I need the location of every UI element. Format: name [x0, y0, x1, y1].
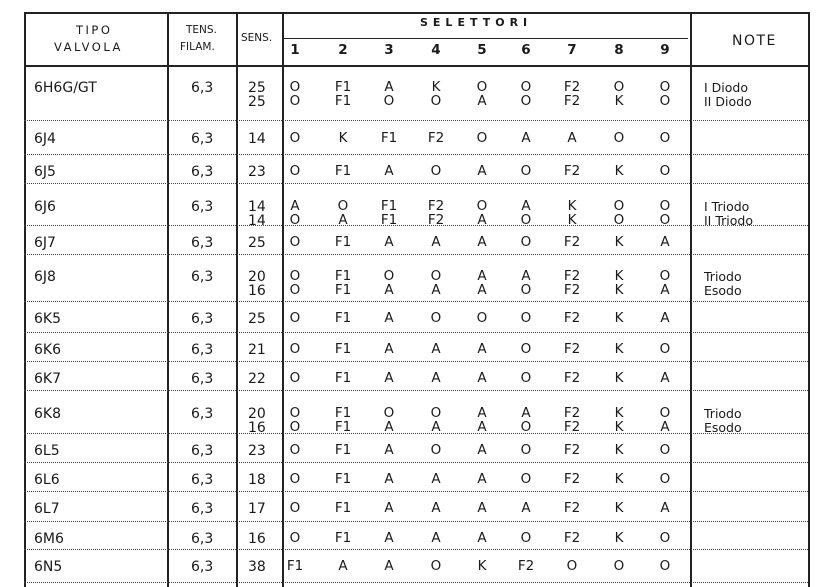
- selector-value: O: [659, 212, 671, 228]
- selector-value: O: [289, 341, 301, 357]
- selector-value: O: [476, 198, 488, 214]
- valve-type: 6M6: [34, 531, 64, 547]
- selector-value: A: [477, 234, 487, 250]
- row-note: I Triodo: [704, 199, 750, 214]
- selector-value: O: [430, 163, 442, 179]
- selector-value: O: [289, 370, 301, 386]
- selector-value: O: [289, 500, 301, 516]
- selector-value: A: [384, 471, 394, 487]
- row-separator: [24, 183, 808, 184]
- header-tens: TENS.: [186, 24, 217, 36]
- header-note: NOTE: [732, 33, 777, 49]
- selector-value: O: [289, 310, 301, 326]
- row-separator: [24, 390, 808, 391]
- filament-voltage: 6,3: [191, 472, 214, 488]
- row-note: Triodo: [704, 406, 742, 421]
- selector-value: O: [430, 442, 442, 458]
- valve-type: 6K7: [34, 371, 61, 387]
- selector-value: A: [384, 370, 394, 386]
- selector-value: A: [477, 93, 487, 109]
- selector-value: K: [614, 471, 624, 487]
- valve-type: 6J5: [34, 164, 56, 180]
- table-column-divider: [690, 12, 692, 587]
- selector-value: O: [430, 93, 442, 109]
- row-separator: [24, 332, 808, 333]
- selector-value: O: [659, 163, 671, 179]
- selector-value: F1: [334, 234, 352, 250]
- row-separator: [24, 549, 808, 550]
- selector-value: O: [520, 419, 532, 435]
- row-separator: [24, 433, 808, 434]
- selector-value: O: [430, 405, 442, 421]
- row-separator: [24, 582, 808, 583]
- selector-value: K: [614, 93, 624, 109]
- selector-value: O: [659, 442, 671, 458]
- selector-value: O: [659, 79, 671, 95]
- selector-value: A: [384, 341, 394, 357]
- selector-value: A: [477, 212, 487, 228]
- selector-value: F1: [334, 530, 352, 546]
- selector-value: O: [289, 405, 301, 421]
- sensitivity: 16: [248, 283, 266, 299]
- selector-value: O: [520, 370, 532, 386]
- filament-voltage: 6,3: [191, 371, 214, 387]
- selector-value: F2: [563, 93, 581, 109]
- selector-value: O: [289, 163, 301, 179]
- selector-value: A: [338, 212, 348, 228]
- selector-value: O: [520, 163, 532, 179]
- header-valvola: VALVOLA: [54, 40, 123, 54]
- selector-value: K: [614, 370, 624, 386]
- valve-type: 6N5: [34, 559, 63, 575]
- filament-voltage: 6,3: [191, 501, 214, 517]
- selector-value: F2: [563, 471, 581, 487]
- selector-value: O: [430, 268, 442, 284]
- selector-value: A: [521, 198, 531, 214]
- selector-value: A: [660, 234, 670, 250]
- selector-value: O: [613, 212, 625, 228]
- row-separator: [24, 361, 808, 362]
- selector-number-1: 1: [290, 42, 300, 58]
- selector-value: A: [477, 530, 487, 546]
- selector-value: K: [431, 79, 441, 95]
- selector-value: A: [338, 558, 348, 574]
- selector-value: O: [659, 405, 671, 421]
- selector-value: K: [477, 558, 487, 574]
- row-note: Triodo: [704, 269, 742, 284]
- selector-value: A: [660, 310, 670, 326]
- selector-value: O: [659, 130, 671, 146]
- selector-value: O: [520, 93, 532, 109]
- row-note: II Triodo: [704, 213, 753, 228]
- filament-voltage: 6,3: [191, 164, 214, 180]
- selector-value: F2: [563, 370, 581, 386]
- sensitivity: 21: [248, 342, 266, 358]
- selector-value: A: [431, 471, 441, 487]
- table-column-divider: [808, 12, 810, 587]
- selector-value: K: [567, 212, 577, 228]
- selector-value: A: [521, 500, 531, 516]
- selector-value: F1: [334, 442, 352, 458]
- selector-value: F2: [427, 198, 445, 214]
- selector-value: A: [477, 282, 487, 298]
- sensitivity: 16: [248, 420, 266, 436]
- sensitivity: 23: [248, 443, 266, 459]
- selector-value: F1: [380, 198, 398, 214]
- selector-value: A: [477, 163, 487, 179]
- selector-value: K: [614, 310, 624, 326]
- selector-value: O: [289, 282, 301, 298]
- selector-value: K: [614, 341, 624, 357]
- selector-value: A: [477, 370, 487, 386]
- valve-type: 6J4: [34, 131, 56, 147]
- selector-value: O: [289, 234, 301, 250]
- selector-value: F1: [334, 282, 352, 298]
- selector-value: K: [338, 130, 348, 146]
- row-separator: [24, 301, 808, 302]
- row-separator: [24, 154, 808, 155]
- selector-value: O: [613, 198, 625, 214]
- sensitivity: 20: [248, 269, 266, 285]
- selector-value: O: [289, 530, 301, 546]
- selector-value: A: [384, 530, 394, 546]
- selector-value: A: [431, 419, 441, 435]
- selector-value: O: [613, 130, 625, 146]
- valve-type: 6L5: [34, 443, 60, 459]
- selector-value: A: [477, 419, 487, 435]
- selector-value: A: [477, 405, 487, 421]
- row-note: II Diodo: [704, 94, 752, 109]
- selector-value: F1: [380, 130, 398, 146]
- sensitivity: 25: [248, 80, 266, 96]
- selector-value: F1: [286, 558, 304, 574]
- row-note: Esodo: [704, 420, 742, 435]
- valve-type: 6K8: [34, 406, 61, 422]
- filament-voltage: 6,3: [191, 443, 214, 459]
- selector-value: O: [476, 130, 488, 146]
- valve-type: 6J7: [34, 235, 56, 251]
- sensitivity: 18: [248, 472, 266, 488]
- filament-voltage: 6,3: [191, 131, 214, 147]
- selector-value: A: [660, 282, 670, 298]
- row-separator: [24, 521, 808, 522]
- sensitivity: 14: [248, 131, 266, 147]
- selector-value: A: [660, 500, 670, 516]
- selector-value: A: [384, 310, 394, 326]
- filament-voltage: 6,3: [191, 269, 214, 285]
- selector-value: A: [660, 370, 670, 386]
- row-separator: [24, 491, 808, 492]
- selector-value: F1: [334, 370, 352, 386]
- selector-value: O: [520, 282, 532, 298]
- selector-value: A: [660, 419, 670, 435]
- selector-value: K: [567, 198, 577, 214]
- sensitivity: 23: [248, 164, 266, 180]
- selector-value: F1: [334, 419, 352, 435]
- selector-value: A: [431, 530, 441, 546]
- header-selettori: SELETTORI: [420, 16, 533, 29]
- filament-voltage: 6,3: [191, 406, 214, 422]
- selector-value: O: [430, 558, 442, 574]
- selector-number-7: 7: [567, 42, 577, 58]
- selector-value: O: [289, 130, 301, 146]
- header-tipo: TIPO: [76, 23, 113, 37]
- filament-voltage: 6,3: [191, 80, 214, 96]
- selector-value: A: [567, 130, 577, 146]
- selector-value: F1: [334, 310, 352, 326]
- selector-number-9: 9: [660, 42, 670, 58]
- selector-value: A: [477, 442, 487, 458]
- selector-value: O: [520, 341, 532, 357]
- valve-type: 6L6: [34, 472, 60, 488]
- selector-value: A: [431, 234, 441, 250]
- sensitivity: 16: [248, 531, 266, 547]
- selector-number-2: 2: [338, 42, 348, 58]
- selector-value: F2: [563, 310, 581, 326]
- valve-type: 6H6G/GT: [34, 80, 97, 96]
- selector-value: F2: [563, 500, 581, 516]
- selector-value: O: [476, 310, 488, 326]
- filament-voltage: 6,3: [191, 342, 214, 358]
- selector-value: F2: [563, 234, 581, 250]
- row-separator: [24, 120, 808, 121]
- selector-value: A: [384, 79, 394, 95]
- selector-value: O: [613, 79, 625, 95]
- selector-value: A: [290, 198, 300, 214]
- row-note: I Diodo: [704, 80, 748, 95]
- selector-value: O: [289, 471, 301, 487]
- selector-value: F1: [334, 79, 352, 95]
- selector-value: A: [431, 500, 441, 516]
- selector-value: K: [614, 234, 624, 250]
- table-column-divider: [236, 12, 238, 587]
- selector-value: O: [383, 93, 395, 109]
- selector-value: F2: [563, 341, 581, 357]
- row-note: Esodo: [704, 283, 742, 298]
- selector-value: K: [614, 442, 624, 458]
- selector-value: O: [520, 442, 532, 458]
- selector-value: F1: [334, 163, 352, 179]
- selector-value: O: [520, 310, 532, 326]
- selector-value: K: [614, 405, 624, 421]
- selector-value: F2: [563, 405, 581, 421]
- selector-value: O: [337, 198, 349, 214]
- selector-value: O: [476, 79, 488, 95]
- selector-value: A: [521, 130, 531, 146]
- selector-value: O: [520, 79, 532, 95]
- filament-voltage: 6,3: [191, 235, 214, 251]
- selector-value: K: [614, 163, 624, 179]
- table-column-divider: [24, 12, 26, 587]
- selector-value: F2: [517, 558, 535, 574]
- selector-value: O: [659, 93, 671, 109]
- selector-value: O: [289, 79, 301, 95]
- sensitivity: 20: [248, 406, 266, 422]
- sensitivity: 25: [248, 311, 266, 327]
- selector-value: O: [659, 268, 671, 284]
- selector-value: A: [477, 500, 487, 516]
- selector-value: O: [430, 310, 442, 326]
- selector-value: A: [477, 471, 487, 487]
- filament-voltage: 6,3: [191, 559, 214, 575]
- sensitivity: 14: [248, 213, 266, 229]
- selector-value: K: [614, 419, 624, 435]
- selector-value: F2: [427, 130, 445, 146]
- selector-value: A: [431, 341, 441, 357]
- table-column-divider: [167, 12, 169, 587]
- selector-value: F1: [334, 500, 352, 516]
- selector-value: K: [614, 530, 624, 546]
- valve-type: 6J6: [34, 199, 56, 215]
- selector-value: O: [520, 212, 532, 228]
- sensitivity: 14: [248, 199, 266, 215]
- selector-value: F2: [563, 419, 581, 435]
- selector-value: O: [613, 558, 625, 574]
- valve-type: 6J8: [34, 269, 56, 285]
- valve-type: 6K6: [34, 342, 61, 358]
- selector-value: F2: [563, 442, 581, 458]
- selector-value: A: [384, 419, 394, 435]
- selector-number-6: 6: [521, 42, 531, 58]
- selector-value: A: [477, 341, 487, 357]
- selector-value: K: [614, 268, 624, 284]
- row-separator: [24, 225, 808, 226]
- selector-value: F1: [334, 268, 352, 284]
- header-filam: FILAM.: [180, 41, 215, 53]
- selector-value: F1: [334, 341, 352, 357]
- selector-value: O: [520, 471, 532, 487]
- selector-value: F2: [563, 163, 581, 179]
- selector-value: O: [659, 471, 671, 487]
- selector-value: O: [659, 530, 671, 546]
- sensitivity: 22: [248, 371, 266, 387]
- sensitivity: 25: [248, 94, 266, 110]
- selector-value: O: [289, 212, 301, 228]
- selector-value: F2: [563, 282, 581, 298]
- selector-value: O: [520, 234, 532, 250]
- selector-value: O: [289, 419, 301, 435]
- selector-value: A: [384, 500, 394, 516]
- row-separator: [24, 254, 808, 255]
- selector-value: F1: [334, 471, 352, 487]
- selector-value: O: [289, 442, 301, 458]
- selector-value: O: [520, 530, 532, 546]
- filament-voltage: 6,3: [191, 199, 214, 215]
- selector-value: O: [659, 198, 671, 214]
- filament-voltage: 6,3: [191, 311, 214, 327]
- selector-value: A: [521, 268, 531, 284]
- selector-value: O: [659, 558, 671, 574]
- sensitivity: 17: [248, 501, 266, 517]
- selector-value: F1: [334, 93, 352, 109]
- header-sens: SENS.: [241, 32, 273, 44]
- selector-value: A: [384, 282, 394, 298]
- selettori-underline: [282, 38, 688, 39]
- selector-value: A: [431, 282, 441, 298]
- valve-type: 6L7: [34, 501, 60, 517]
- selector-value: O: [383, 268, 395, 284]
- valve-type: 6K5: [34, 311, 61, 327]
- selector-value: A: [384, 163, 394, 179]
- selector-value: O: [289, 93, 301, 109]
- selector-value: F2: [563, 268, 581, 284]
- selector-number-8: 8: [614, 42, 624, 58]
- selector-value: F2: [563, 530, 581, 546]
- selector-value: O: [659, 341, 671, 357]
- selector-value: F1: [334, 405, 352, 421]
- sensitivity: 38: [248, 559, 266, 575]
- row-separator: [24, 462, 808, 463]
- selector-value: K: [614, 500, 624, 516]
- selector-value: A: [384, 442, 394, 458]
- selector-number-4: 4: [431, 42, 441, 58]
- selector-number-5: 5: [477, 42, 487, 58]
- selector-value: O: [383, 405, 395, 421]
- selector-value: F1: [380, 212, 398, 228]
- selector-value: O: [566, 558, 578, 574]
- selector-value: K: [614, 282, 624, 298]
- selector-number-3: 3: [384, 42, 394, 58]
- selector-value: A: [431, 370, 441, 386]
- filament-voltage: 6,3: [191, 531, 214, 547]
- selector-value: A: [384, 558, 394, 574]
- selector-value: A: [477, 268, 487, 284]
- selector-value: O: [289, 268, 301, 284]
- selector-value: A: [521, 405, 531, 421]
- selector-value: F2: [427, 212, 445, 228]
- selector-value: A: [384, 234, 394, 250]
- sensitivity: 25: [248, 235, 266, 251]
- selector-value: F2: [563, 79, 581, 95]
